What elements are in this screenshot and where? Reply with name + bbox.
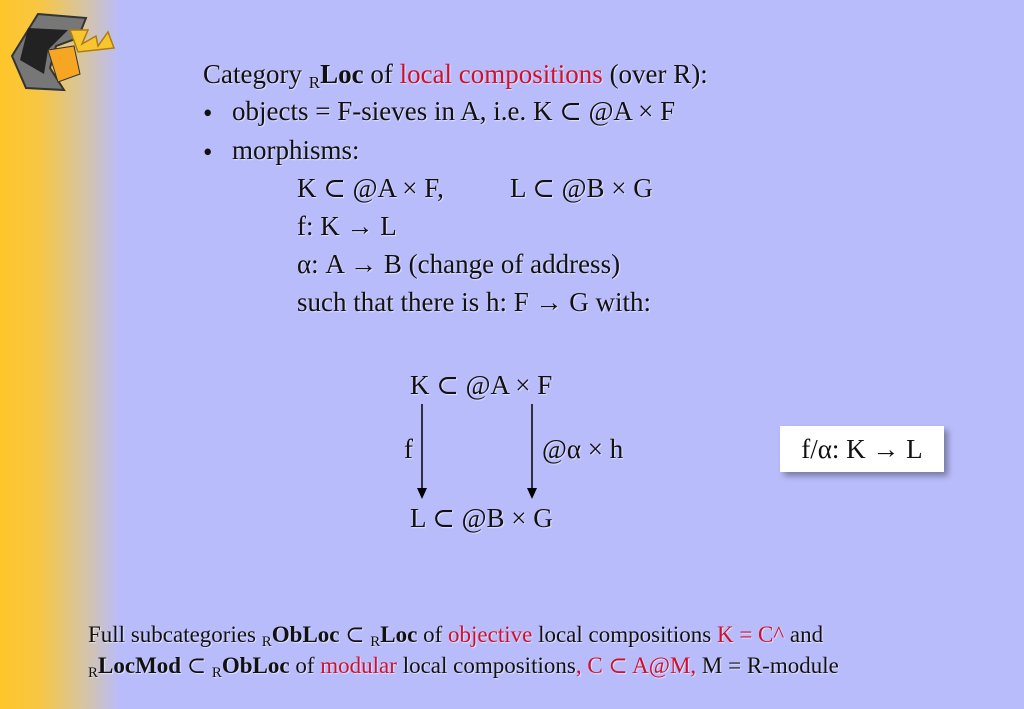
bullet-objects: objects = F-sieves in A, i.e. K ⊂ @A × F (232, 96, 676, 126)
footer1-text: and (784, 622, 824, 647)
footer1-text: Full subcategories (88, 622, 262, 647)
title-subscript: R (308, 73, 321, 92)
title-prefix: Category (203, 59, 309, 89)
footer-line-2 (88, 654, 839, 681)
footer1-sub: R (370, 634, 381, 650)
morphism-target: L ⊂ @B × G (510, 173, 653, 203)
footer1-text: local compositions (532, 622, 717, 647)
diagram-bottom: L ⊂ @B × G (410, 503, 553, 533)
title-loc: Loc (320, 59, 364, 89)
footer1-objective: objective (448, 622, 533, 647)
footer2-sub: R (211, 665, 222, 681)
footer2-locmod: LocMod (98, 653, 182, 678)
footer1-sub: R (261, 634, 272, 650)
footer1-loc: Loc (380, 622, 418, 647)
title-of: of (363, 59, 400, 89)
morphism-map: f: K → L (297, 211, 397, 241)
footer2-sub: R (88, 665, 99, 681)
footer2-modular: modular (320, 653, 397, 678)
down-arrow-left-icon (414, 404, 430, 500)
footer-line-1 (88, 623, 823, 650)
footer2-obloc: ObLoc (221, 653, 290, 678)
footer1-subset: ⊂ (339, 622, 371, 647)
footer2-text: of (289, 653, 321, 678)
logo-icon (8, 8, 118, 98)
title-suffix: (over R): (602, 59, 708, 89)
footer2-c-sub: , C ⊂ A@M, (575, 653, 697, 678)
morphism-source: K ⊂ @A × F, (297, 173, 444, 203)
footer1-text: of (417, 622, 449, 647)
footer1-k-eq: K = C^ (716, 622, 785, 647)
bullet-morphisms: morphisms: (232, 135, 360, 165)
left-gradient-band (0, 0, 120, 709)
bullet-dot-icon: • (203, 98, 213, 128)
title-highlight: local compositions (399, 59, 603, 89)
footer2-text: local compositions (396, 653, 576, 678)
diagram-left-label: f (404, 434, 413, 464)
footer2-text: M = R-module (696, 653, 839, 678)
bullet-dot-icon: • (203, 137, 213, 167)
down-arrow-right-icon (524, 404, 540, 500)
callout-box: f/α: K → L (780, 426, 944, 472)
diagram-right-label: @α × h (542, 434, 624, 464)
morphism-condition: such that there is h: F → G with: (297, 287, 651, 317)
diagram-top: K ⊂ @A × F (410, 370, 553, 400)
footer1-obloc: ObLoc (271, 622, 340, 647)
morphism-address-change: α: A → B (change of address) (297, 249, 621, 279)
footer2-subset: ⊂ (181, 653, 212, 678)
slide-title (203, 61, 708, 91)
